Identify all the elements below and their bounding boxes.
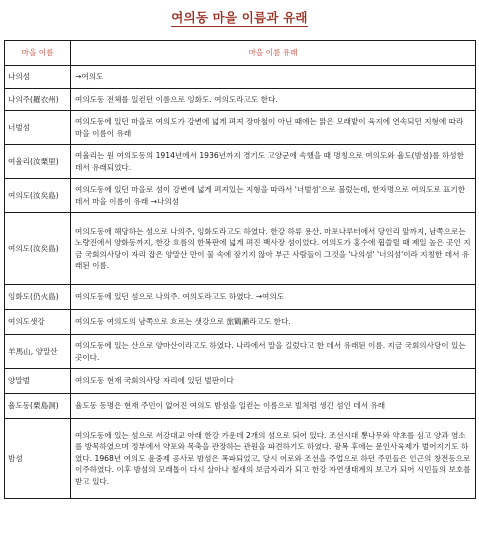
table-row xyxy=(5,213,476,285)
village-name: 양말벌 xyxy=(5,369,71,394)
village-name: 여의도샛강 xyxy=(5,310,71,335)
table-row xyxy=(5,285,476,310)
village-origin: 여의도동에 있는 산으로 양마산이라고도 하였다. 나라에서 말을 길렀다고 한 데서 유래된 이름. 지금 국회의사당이 있는 곳이다. xyxy=(71,335,476,369)
table-row xyxy=(5,111,476,145)
village-origin: 여의도동에 있던 섬으로 나의주. 여의도라고도 하였다. →여의도 xyxy=(71,285,476,310)
page-title xyxy=(0,8,479,26)
table-row xyxy=(5,335,476,369)
village-origin: 여율리는 원 여의도동의 1914년에서 1936년까지 경기도 고양군에 속했을 때 명칭으로 여의도와 율도(밤섬)를 하성한 데서 유래되었다. xyxy=(71,145,476,179)
village-name-table xyxy=(4,40,476,499)
village-name: 너벌섬 xyxy=(5,111,71,145)
village-name: 나의주(羅衣州) xyxy=(5,89,71,111)
village-name: 羊馬山, 양말산 xyxy=(5,335,71,369)
table-row xyxy=(5,310,476,335)
header-origin: 마을 이름 유래 xyxy=(71,41,476,66)
table-row xyxy=(5,66,476,89)
header-name: 마을 이름 xyxy=(5,41,71,66)
table-row xyxy=(5,419,476,499)
village-name: 여의도(汝矣島) xyxy=(5,213,71,285)
table-row xyxy=(5,369,476,394)
village-origin: 여의도동에 있던 마을로 여의도가 강변에 넓게 펴져 장마철이 아닌 때에는 맑은 모래밭이 육지에 연속되던 지형에 따라 마을 이름이 유래 xyxy=(71,111,476,145)
village-origin: →여의도 xyxy=(71,66,476,89)
village-name: 여율리(汝栗里) xyxy=(5,145,71,179)
village-origin: 여의도동에 있는 섬으로 서강대교 아래 한강 가운데 2개의 섬으로 되어 있다. 조선시대 뽕나무와 약초를 심고 양과 염소를 방목하였으며 정부에서 약포와 목축을 관장하는 관원을 파견하기도 하였다. 광복 후에는 문인사육제가 벌어지기도 하였다. 1968년 여의도 윤중제 공사로 밤섬은 폭파되었고, 당시 어로와 조선을 주업으로 하던 주민들은 인근의 창전동으로 이주하였다. 이후 밤섬의 모래톱이 다시 살아나 철새의 보금자리가 되고 한강 자연생태계의 보고가 되어 시민들의 보호를 받고 있다. xyxy=(71,419,476,499)
village-origin: 여의도동에 있던 마을로 섬이 강변에 넓게 펴져있는 지형을 따라서 '너벌섬'으로 불렀는데, 한자명으로 여의도로 표기한 데서 마을 이름이 유래 →나의섬 xyxy=(71,179,476,213)
village-name: 여의도(汝矣島) xyxy=(5,179,71,213)
table-row xyxy=(5,179,476,213)
table-row xyxy=(5,89,476,111)
village-name: 율도동(栗島洞) xyxy=(5,394,71,419)
table-row xyxy=(5,145,476,179)
table-row xyxy=(5,394,476,419)
table-header-row xyxy=(5,41,476,66)
village-name: 밤섬 xyxy=(5,419,71,499)
village-name: 잉화도(仍火島) xyxy=(5,285,71,310)
village-origin: 여의도동 현재 국회의사당 자리에 있던 벌판이다 xyxy=(71,369,476,394)
village-origin: 여의도동 전체를 일컫던 이름으로 잉화도. 여의도라고도 한다. xyxy=(71,89,476,111)
village-origin: 여의도동 여의도의 남쪽으로 흐르는 샛강으로 旅鶴瀨라고도 한다. xyxy=(71,310,476,335)
village-origin: 율도동 동명은 현재 주민이 없어진 여의도 밤섬을 일컫는 이름으로 빌쳐럼 생긴 섬인 데서 유래 xyxy=(71,394,476,419)
page-title-text: 여의동 마을 이름과 유래 xyxy=(171,10,308,25)
village-origin: 여의도동에 해당하는 섬으로 나의주, 잉화도라고도 하였다. 한강 하류 용산. 마포나루터에서 당인리 앞까지, 남쪽으로는 노량진에서 양화동까지, 한강 흐름의 한복판에 넓게 펴진 백사장 섬이었다. 여의도가 홍수에 휩쓸릴 때 제일 높은 곳인 지금 국회의사당이 자리 잡은 양말산 만이 물 속에 잠기지 않아 부근 사람들이 그것을 '나의섬' '너의섬'이라 지칭한 데서 유래된 이름. xyxy=(71,213,476,285)
village-name: 나의섬 xyxy=(5,66,71,89)
